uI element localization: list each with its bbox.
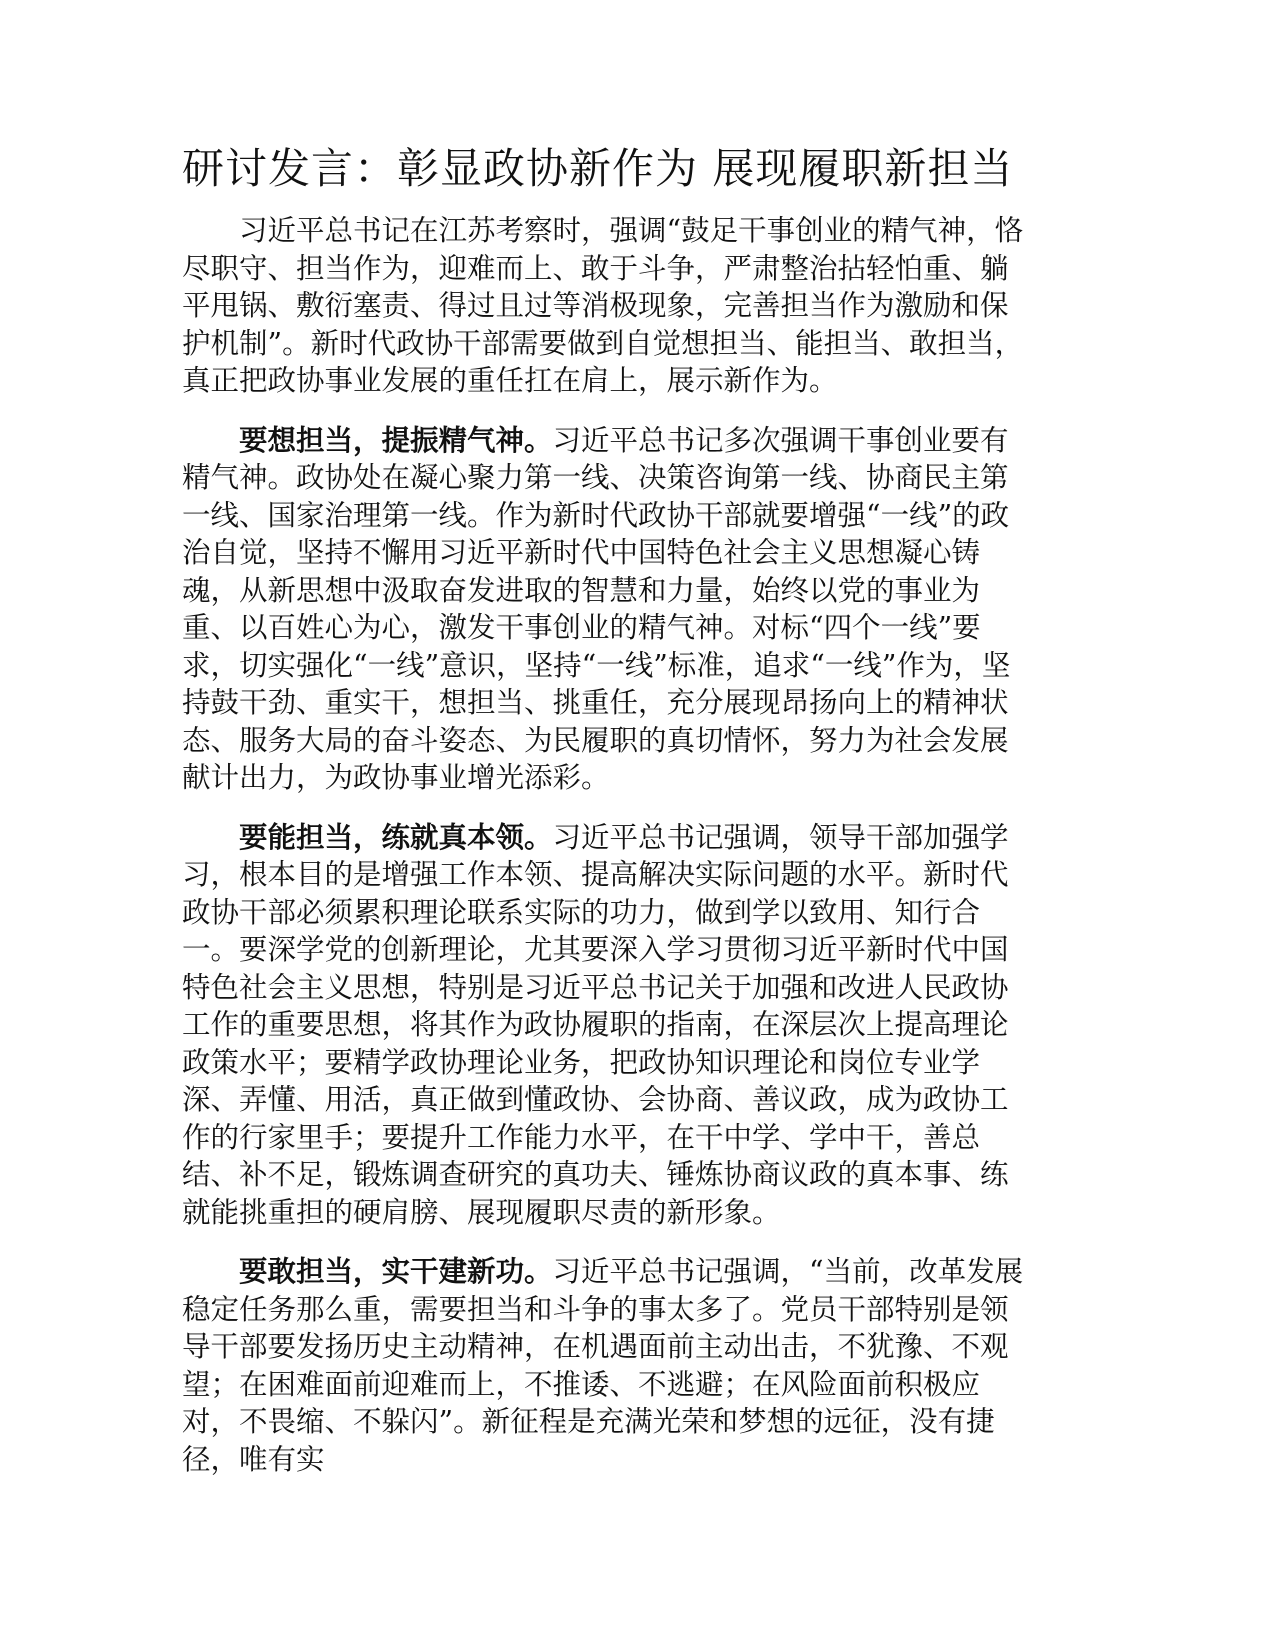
paragraph-text: 习近平总书记多次强调干事创业要有精气神。政协处在凝心聚力第一线、决策咨询第一线、协商民主第一线、国家治理第一线。作为新时代政协干部就要增强“一线”的政治自觉，坚持不懈用习近平新时代中国特色社会主义思想凝心铸魂，从新思想中汲取奋发进取的智慧和力量，始终以党的事业为重、以百姓心为心，激发干事创业的精气神。对标“四个一线”要求，切实强化“一线”意识，坚持“一线”标准，追求“一线”作为，坚持鼓干劲、重实干，想担当、挑重任，充分展现昂扬向上的精神状态、服务大局的奋斗姿态、为民履职的真切情怀，努力为社会发展献计出力，为政协事业增光添彩。 bbox=[182, 423, 1011, 794]
paragraph-section-2 bbox=[182, 819, 1034, 1232]
paragraph-text: 习近平总书记在江苏考察时，强调“鼓足干事创业的精气神，恪尽职守、担当作为，迎难而上、敢于斗争，严肃整治拈轻怕重、躺平甩锅、敷衍塞责、得过且过等消极现象，完善担当作为激励和保护机制”。新时代政协干部需要做到自觉想担当、能担当、敢担当，真正把政协事业发展的重任扛在肩上，展示新作为。 bbox=[182, 214, 1024, 397]
paragraph-section-3 bbox=[182, 1253, 1034, 1478]
paragraph-lead: 要想担当，提振精气神。 bbox=[239, 422, 553, 457]
document-page bbox=[182, 140, 1034, 1500]
paragraph-lead: 要敢担当，实干建新功。 bbox=[239, 1254, 553, 1288]
paragraph-section-1 bbox=[182, 422, 1034, 797]
paragraph-text: 习近平总书记强调，领导干部加强学习，根本目的是增强工作本领、提高解决实际问题的水平。新时代政协干部必须累积理论联系实际的功力，做到学以致用、知行合一。要深学党的创新理论，尤其要深入学习贯彻习近平新时代中国特色社会主义思想，特别是习近平总书记关于加强和改进人民政协工作的重要思想，将其作为政协履职的指南，在深层次上提高理论政策水平；要精学政协理论业务，把政协知识理论和岗位专业学深、弄懂、用活，真正做到懂政协、会协商、善议政，成为政协工作的行家里手；要提升工作能力水平，在干中学、学中干，善总结、补不足，锻炼调查研究的真功夫、锤炼协商议政的真本事、练就能挑重担的硬肩膀、展现履职尽责的新形象。 bbox=[182, 820, 1009, 1229]
paragraph-text: 习近平总书记强调，“当前，改革发展稳定任务那么重，需要担当和斗争的事太多了。党员干部特别是领导干部要发扬历史主动精神，在机遇面前主动出击，不犹豫、不观望；在困难面前迎难而上，不推诿、不逃避；在风险面前积极应对，不畏缩、不躲闪”。新征程是充满光荣和梦想的远征，没有捷径，唯有实 bbox=[182, 1255, 1024, 1476]
document-title: 研讨发言：彰显政协新作为 展现履职新担当 bbox=[182, 144, 1014, 193]
paragraph-intro bbox=[182, 212, 1034, 400]
paragraph-lead: 要能担当，练就真本领。 bbox=[239, 819, 553, 854]
